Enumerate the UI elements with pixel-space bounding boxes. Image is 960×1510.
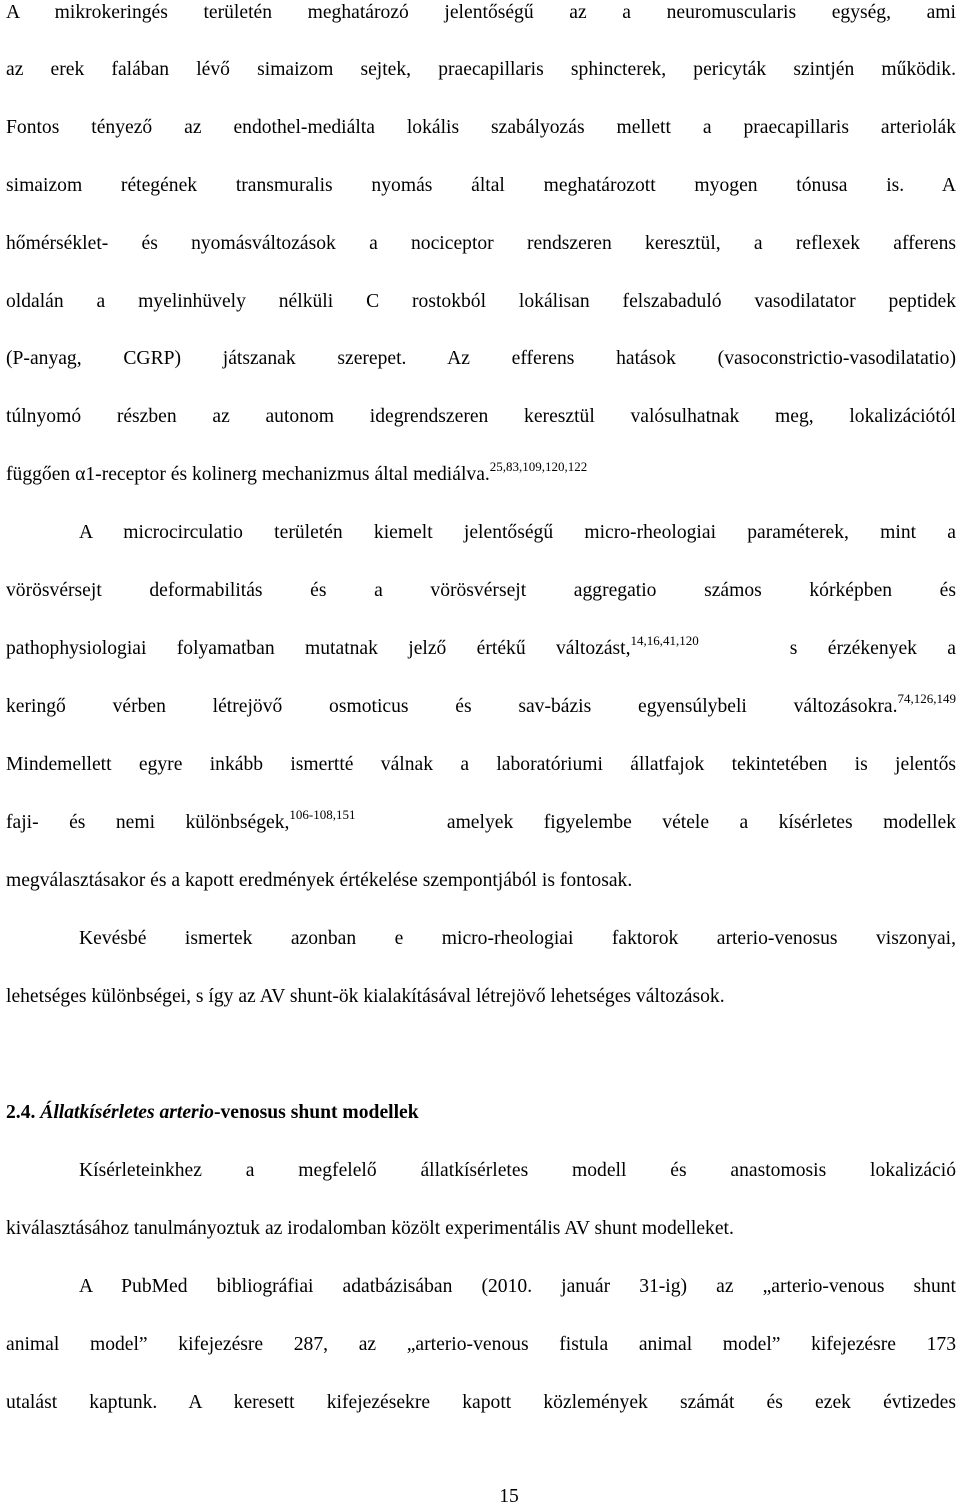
paragraph-4-line-1: Kísérleteinkhez a megfelelő állatkísérletes modell és anastomosis lokalizáció — [79, 1160, 956, 1181]
paragraph-4-line-2: kiválasztásához tanulmányoztuk az irodalomban közölt experimentális AV shunt modelleket. — [6, 1218, 734, 1239]
paragraph-1-line-4: simaizom rétegének transmuralis nyomás által meghatározott myogen tónusa is. A — [6, 175, 956, 196]
paragraph-2-line-3-text: pathophysiologiai folyamatban mutatnak jelző értékű változást, — [6, 638, 631, 659]
paragraph-1-line-9 — [6, 459, 956, 488]
paragraph-2-line-6 — [6, 807, 956, 836]
page-number: 15 — [499, 1486, 519, 1507]
paragraph-5-line-3: utalást kaptunk. A keresett kifejezésekre kapott közlemények számát és ezek évtizedes — [6, 1392, 956, 1413]
paragraph-2-line-4-text: keringő vérben létrejövő osmoticus és sav-bázis egyensúlybeli változásokra. — [6, 696, 898, 717]
section-number: 2.4. — [6, 1102, 36, 1123]
paragraph-2-line-1: A microcirculatio területén kiemelt jelentőségű micro-rheologiai paraméterek, mint a — [79, 522, 956, 543]
paragraph-2-line-6-tail: amelyek figyelembe vétele a kísérletes modellek — [446, 812, 956, 833]
paragraph-1-line-6: oldalán a myelinhüvely nélküli C rostokból lokálisan felszabaduló vasodilatator peptidek — [6, 291, 956, 312]
paragraph-3-line-1: Kevésbé ismertek azonban e micro-rheologiai faktorok arterio-venosus viszonyai, — [79, 928, 956, 949]
paragraph-1-line-5: hőmérséklet- és nyomásváltozások a nociceptor rendszeren keresztül, a reflexek afferens — [6, 233, 956, 254]
citation-ref: 14,16,41,120 — [630, 633, 699, 648]
paragraph-2-line-4 — [6, 691, 956, 720]
citation-ref: 74,126,149 — [897, 691, 956, 706]
paragraph-1-line-7: (P-anyag, CGRP) játszanak szerepet. Az efferens hatások (vasoconstrictio-vasodilatatio) — [6, 348, 956, 369]
document-page — [6, 0, 956, 1509]
section-title-italic-1: Állatkísérletes — [40, 1102, 155, 1123]
paragraph-1-line-1: A mikrokeringés területén meghatározó jelentőségű az a neuromuscularis egység, ami — [6, 2, 956, 23]
paragraph-2-line-7: megválasztásakor és a kapott eredmények értékelése szempontjából is fontosak. — [6, 870, 633, 891]
paragraph-1-line-9-text: függően α1-receptor és kolinerg mechanizmus által mediálva. — [6, 464, 490, 485]
section-title-italic-2: arterio — [159, 1102, 214, 1123]
citation-ref: 25,83,109,120,122 — [489, 459, 588, 474]
paragraph-2-line-3-tail: s érzékenyek a — [789, 638, 956, 659]
paragraph-2-line-2: vörösvérsejt deformabilitás és a vörösvérsejt aggregatio számos kórképben és — [6, 580, 956, 601]
paragraph-2-line-6-text: faji- és nemi különbségek, — [6, 812, 290, 833]
paragraph-1-line-8: túlnyomó részben az autonom idegrendszeren keresztül valósulhatnak meg, lokalizációtól — [6, 406, 956, 427]
section-title-rest: -venosus shunt modellek — [213, 1102, 419, 1123]
paragraph-1-line-3: Fontos tényező az endothel-mediálta lokális szabályozás mellett a praecapillaris arteriolák — [6, 117, 956, 138]
paragraph-1-line-2: az erek falában lévő simaizom sejtek, praecapillaris sphincterek, pericyták szintjén működik. — [6, 59, 956, 80]
paragraph-2-line-3 — [6, 633, 956, 662]
paragraph-2-line-5: Mindemellett egyre inkább ismertté válnak a laboratóriumi állatfajok tekintetében is jelentős — [6, 754, 956, 775]
section-heading — [6, 1100, 419, 1126]
citation-ref: 106-108,151 — [289, 807, 356, 822]
paragraph-3-line-2: lehetséges különbségei, s így az AV shunt-ök kialakításával létrejövő lehetséges változások. — [6, 986, 725, 1007]
paragraph-5-line-2: animal model” kifejezésre 287, az „arterio-venous fistula animal model” kifejezésre 173 — [6, 1334, 956, 1355]
paragraph-5-line-1: A PubMed bibliográfiai adatbázisában (2010. január 31-ig) az „arterio-venous shunt — [79, 1276, 956, 1297]
